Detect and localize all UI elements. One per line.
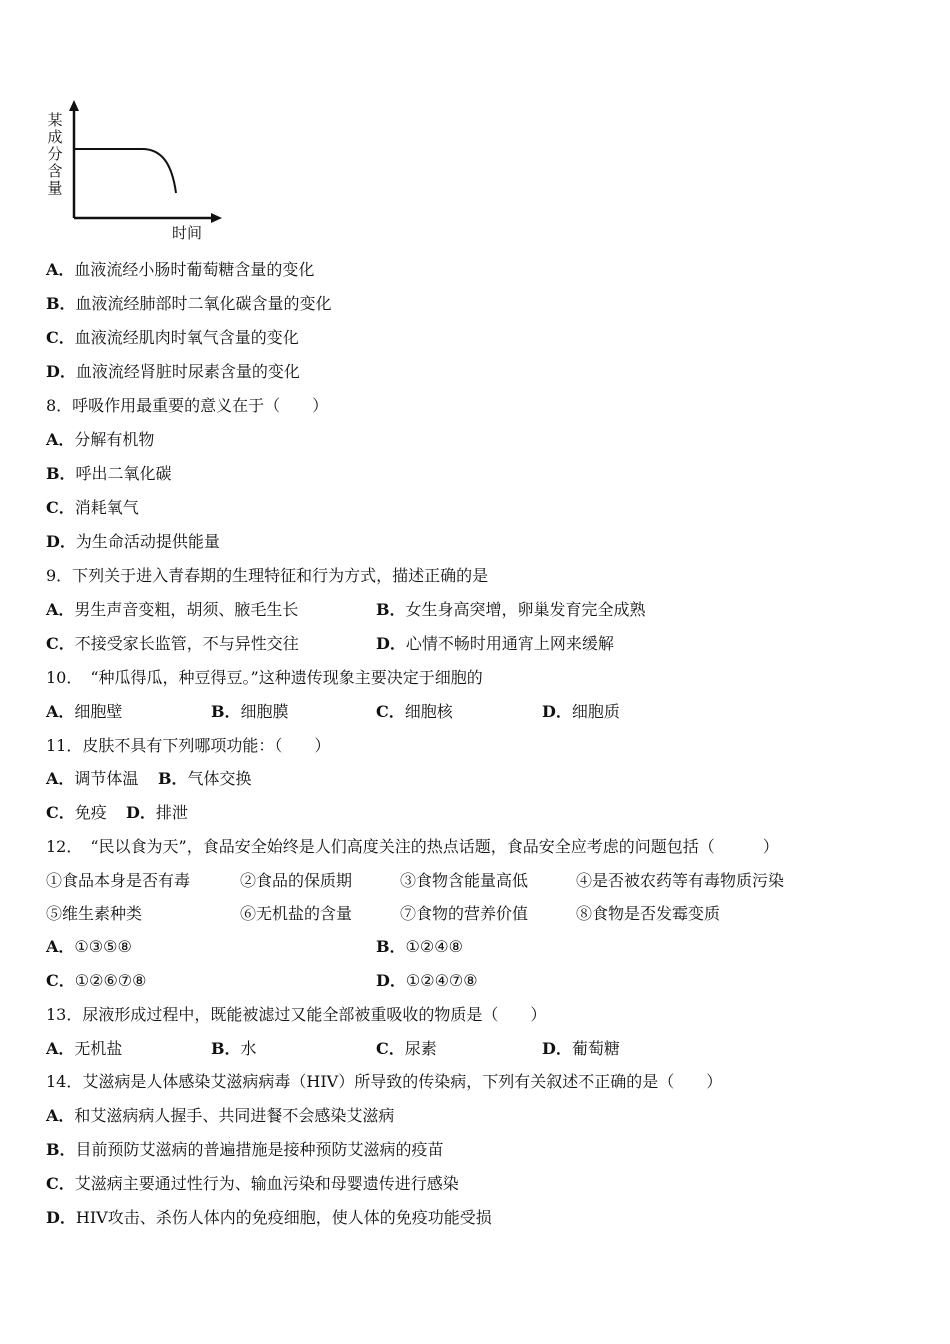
q11-options-row-2 (46, 802, 926, 824)
q10-option-c: C．细胞核 (376, 702, 453, 721)
q11-options-row-1 (46, 768, 926, 790)
q7-option-a: A．血液流经小肠时葡萄糖含量的变化 (46, 260, 315, 279)
x-axis-label: 时间 (172, 224, 203, 242)
q12-item-2: ②食品的保质期 (240, 871, 353, 890)
x-axis-arrow (211, 213, 222, 223)
q14-option-b: B．目前预防艾滋病的普遍措施是接种预防艾滋病的疫苗 (46, 1140, 444, 1159)
q12-options-row-1 (46, 936, 926, 958)
q8-option-a: A．分解有机物 (46, 430, 155, 449)
q9-options-row-2 (46, 633, 926, 655)
q11-option-b: B．气体交换 (158, 769, 252, 788)
q11-option-c: C．免疫 (46, 803, 107, 822)
q13-option-a: A．无机盐 (46, 1039, 123, 1058)
q12-stem: 12． “民以食为天”，食品安全始终是人们高度关注的热点话题，食品安全应考虑的问题包括（ ） (46, 837, 779, 856)
q12-item-6: ⑥无机盐的含量 (240, 904, 353, 923)
q12-option-a: A．①③⑤⑧ (46, 937, 132, 956)
q13-option-b: B．水 (211, 1039, 257, 1058)
q8-option-c: C．消耗氧气 (46, 498, 139, 517)
q11-option-a: A．调节体温 (46, 769, 139, 788)
q9-option-d: D．心情不畅时用通宵上网来缓解 (376, 634, 614, 653)
q9-option-a: A．男生声音变粗，胡须、腋毛生长 (46, 600, 299, 619)
y-axis-label: 某 成 分 含 量 (47, 111, 63, 197)
q9-options-row-1 (46, 599, 926, 621)
q10-options (46, 701, 926, 723)
content-time-graph (44, 98, 234, 246)
q14-stem: 14．艾滋病是人体感染艾滋病病毒（HIV）所导致的传染病，下列有关叙述不正确的是（ ） (46, 1072, 723, 1091)
q12-item-3: ③食物含能量高低 (400, 871, 529, 890)
q8-stem: 8．呼吸作用最重要的意义在于（ ） (46, 396, 329, 415)
q10-option-d: D．细胞质 (542, 702, 620, 721)
q9-stem: 9．下列关于进入青春期的生理特征和行为方式，描述正确的是 (46, 566, 489, 585)
q12-item-8: ⑧食物是否发霉变质 (576, 904, 721, 923)
q12-item-4: ④是否被农药等有毒物质污染 (576, 871, 785, 890)
q10-option-a: A．细胞壁 (46, 702, 123, 721)
q11-stem: 11．皮肤不具有下列哪项功能：（ ） (46, 736, 331, 755)
q7-option-d: D．血液流经肾脏时尿素含量的变化 (46, 362, 300, 381)
q12-item-5: ⑤维生素种类 (46, 904, 143, 923)
q12-item-1: ①食品本身是否有毒 (46, 871, 191, 890)
q7-option-c: C．血液流经肌肉时氧气含量的变化 (46, 328, 299, 347)
q13-option-c: C．尿素 (376, 1039, 437, 1058)
q13-option-d: D．葡萄糖 (542, 1039, 620, 1058)
q12-option-c: C．①②⑥⑦⑧ (46, 971, 147, 990)
q9-option-b: B．女生身高突增，卵巢发育完全成熟 (376, 600, 646, 619)
q14-option-d: D．HIV攻击、杀伤人体内的免疫细胞，使人体的免疫功能受损 (46, 1208, 492, 1227)
q14-option-a: A．和艾滋病病人握手、共同进餐不会感染艾滋病 (46, 1106, 395, 1125)
q12-item-7: ⑦食物的营养价值 (400, 904, 529, 923)
q12-items-row-2 (46, 903, 926, 925)
q11-option-d: D．排泄 (126, 803, 188, 822)
content-curve (74, 149, 176, 193)
q12-options-row-2 (46, 970, 926, 992)
q9-option-c: C．不接受家长监管，不与异性交往 (46, 634, 299, 653)
q13-stem: 13．尿液形成过程中，既能被滤过又能全部被重吸收的物质是（ ） (46, 1005, 547, 1024)
q10-option-b: B．细胞膜 (211, 702, 289, 721)
q12-items-row-1 (46, 870, 926, 892)
q12-option-b: B．①②④⑧ (376, 937, 463, 956)
q7-option-b: B．血液流经肺部时二氧化碳含量的变化 (46, 294, 332, 313)
q8-option-d: D．为生命活动提供能量 (46, 532, 220, 551)
q14-option-c: C．艾滋病主要通过性行为、输血污染和母婴遗传进行感染 (46, 1174, 459, 1193)
q12-option-d: D．①②④⑦⑧ (376, 971, 478, 990)
q8-option-b: B．呼出二氧化碳 (46, 464, 172, 483)
q13-options (46, 1038, 926, 1060)
q10-stem: 10． “种瓜得瓜，种豆得豆。”这种遗传现象主要决定于细胞的 (46, 668, 483, 687)
y-axis-arrow (69, 100, 79, 111)
graph-axes-and-curve (44, 98, 234, 246)
